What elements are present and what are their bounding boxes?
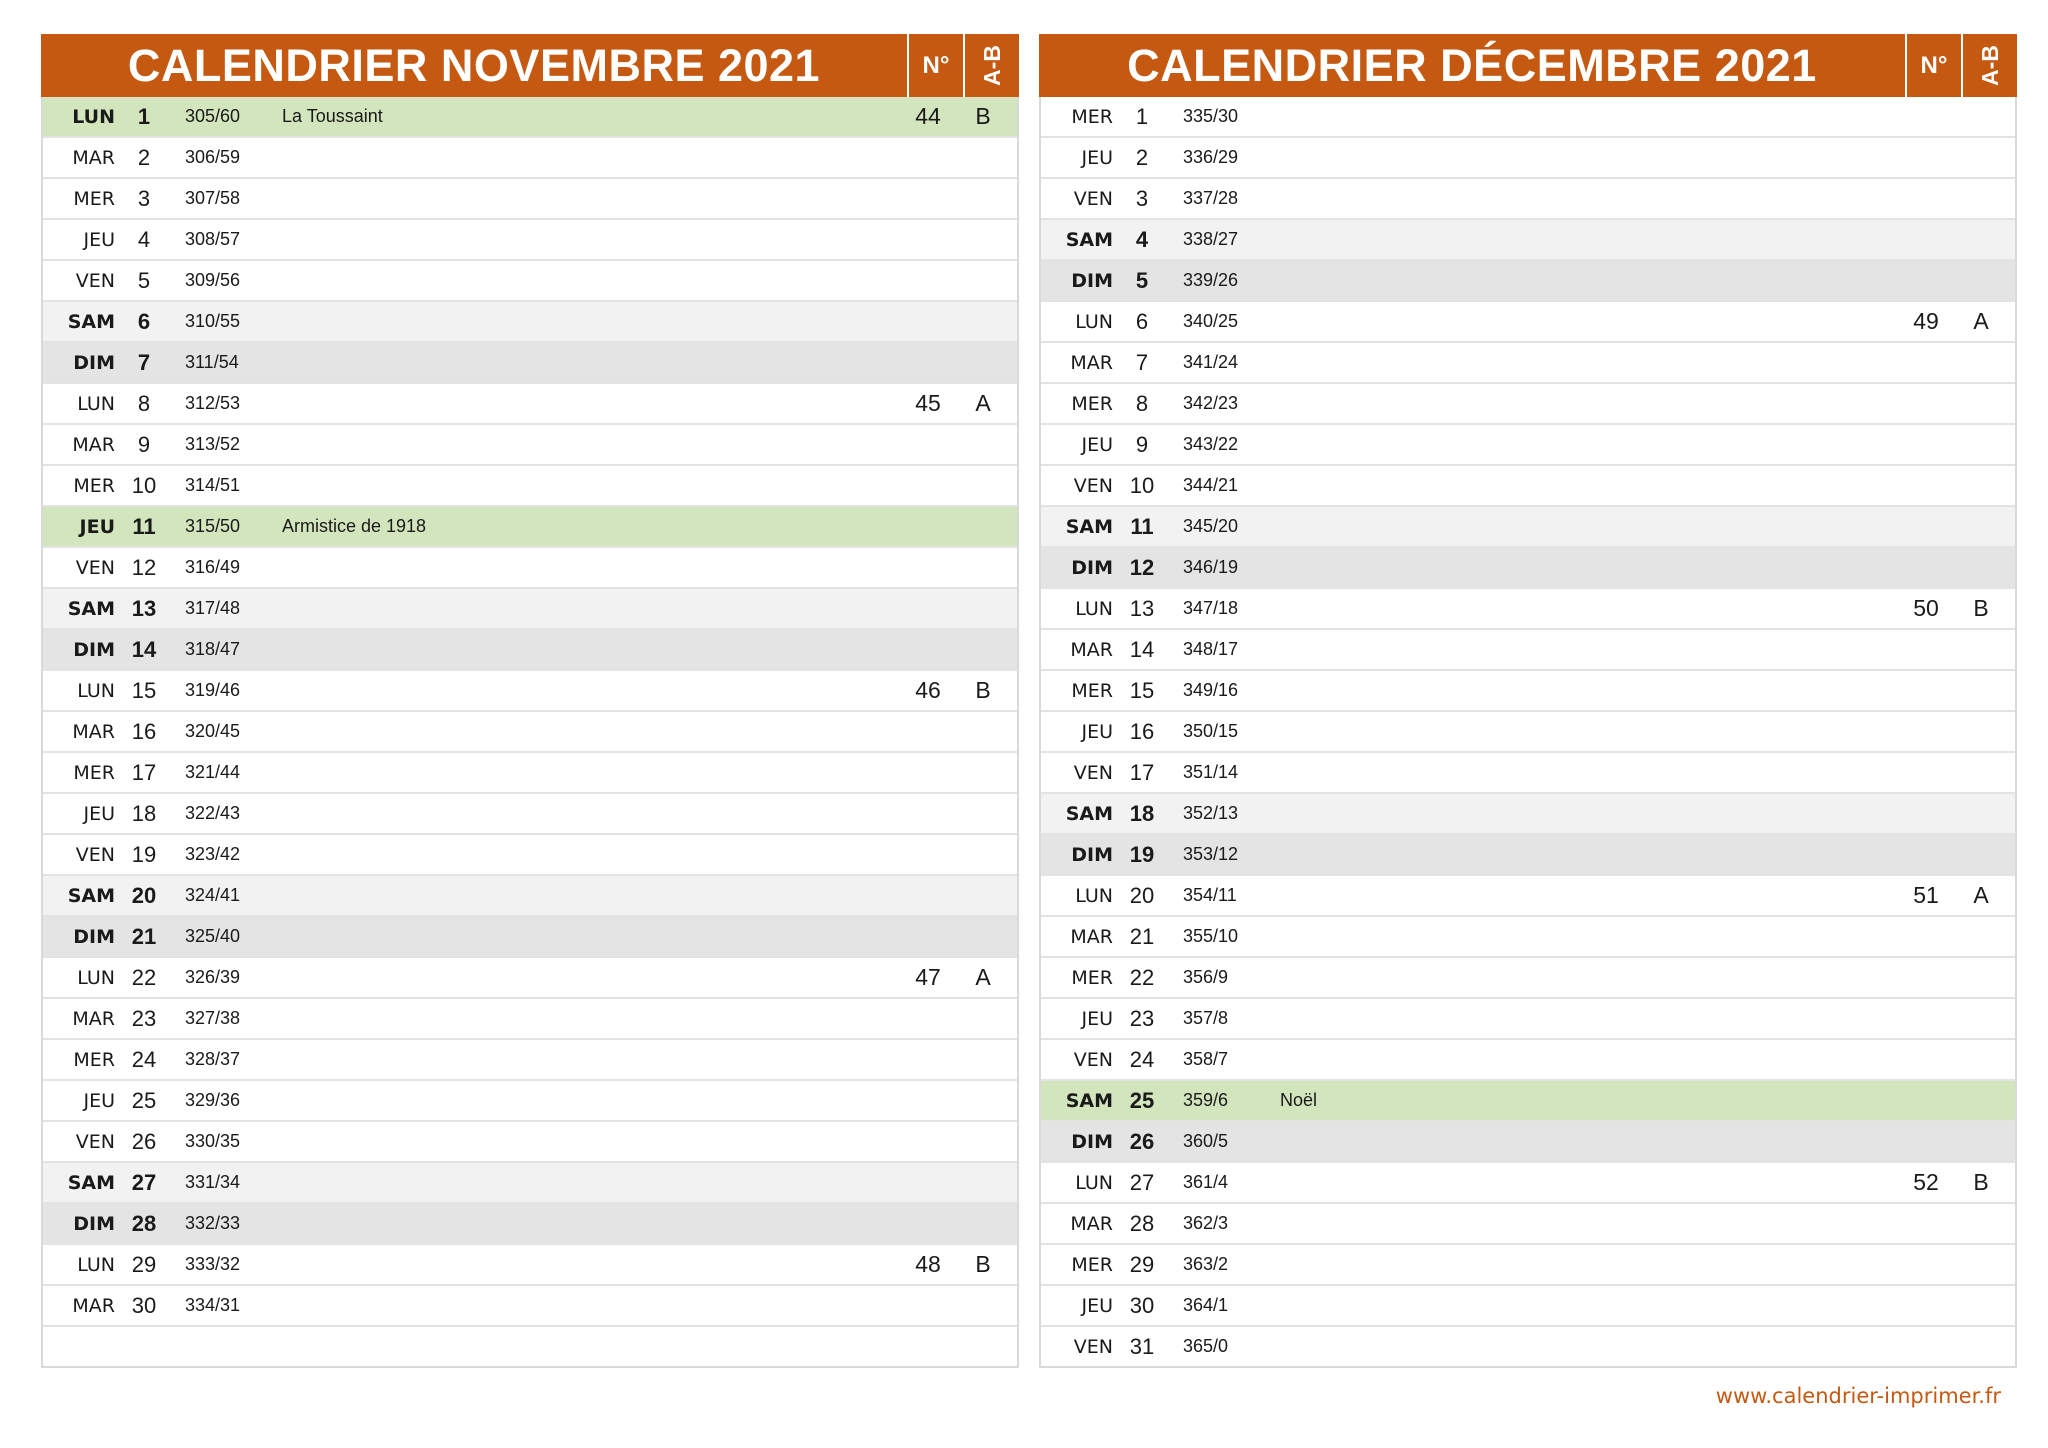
day-row — [1041, 587, 2015, 628]
week-number-header: N° — [1905, 34, 1961, 97]
day-row — [1041, 177, 2015, 218]
day-row — [43, 300, 1017, 341]
week-ab: B — [975, 677, 991, 703]
day-name: DIM — [73, 1212, 115, 1235]
day-of-year: 318/47 — [185, 639, 241, 659]
week-number: 45 — [915, 390, 941, 416]
day-of-year: 358/7 — [1183, 1049, 1229, 1069]
day-row — [1041, 874, 2015, 915]
day-number: 25 — [131, 1087, 157, 1113]
day-name: LUN — [1075, 597, 1113, 620]
day-number: 26 — [131, 1128, 157, 1154]
november-title: CALENDRIER NOVEMBRE 2021 — [127, 39, 821, 91]
day-row — [43, 546, 1017, 587]
day-name: DIM — [1071, 1130, 1113, 1153]
day-of-year: 346/19 — [1183, 557, 1239, 577]
day-name: DIM — [1071, 269, 1113, 292]
day-of-year: 340/25 — [1183, 311, 1239, 331]
day-name: LUN — [77, 966, 115, 989]
day-name: LUN — [1075, 1171, 1113, 1194]
day-name: MAR — [72, 1007, 115, 1030]
day-of-year: 328/37 — [185, 1049, 241, 1069]
day-name: SAM — [67, 310, 115, 333]
day-number: 8 — [1135, 390, 1149, 416]
day-row — [43, 956, 1017, 997]
event-label: La Toussaint — [282, 106, 383, 126]
day-number: 10 — [131, 472, 157, 498]
day-row — [1041, 792, 2015, 833]
day-number: 1 — [1135, 103, 1149, 129]
december-title: CALENDRIER DÉCEMBRE 2021 — [1127, 39, 1817, 91]
day-of-year: 343/22 — [1183, 434, 1239, 454]
day-name: LUN — [77, 679, 115, 702]
day-number: 14 — [1129, 636, 1155, 662]
day-of-year: 357/8 — [1183, 1008, 1229, 1028]
day-of-year: 308/57 — [185, 229, 241, 249]
day-of-year: 320/45 — [185, 721, 241, 741]
day-number: 17 — [1129, 759, 1155, 785]
day-row — [1041, 341, 2015, 382]
week-ab: B — [975, 1251, 991, 1277]
day-of-year: 327/38 — [185, 1008, 241, 1028]
day-row — [43, 915, 1017, 956]
day-of-year: 321/44 — [185, 762, 241, 782]
day-name: MAR — [1070, 1212, 1113, 1235]
week-ab: B — [1973, 1169, 1989, 1195]
day-of-year: 310/55 — [185, 311, 241, 331]
day-name: VEN — [1073, 761, 1113, 784]
day-of-year: 349/16 — [1183, 680, 1239, 700]
day-number: 1 — [137, 103, 151, 129]
week-number: 52 — [1913, 1169, 1939, 1195]
day-name: JEU — [1081, 433, 1113, 456]
day-number: 9 — [1135, 431, 1149, 457]
day-row — [43, 874, 1017, 915]
day-number: 22 — [131, 964, 157, 990]
day-of-year: 339/26 — [1183, 270, 1239, 290]
day-row — [43, 669, 1017, 710]
day-row — [1041, 1325, 2015, 1366]
december-rows — [1039, 97, 2017, 1368]
november-calendar — [41, 34, 1019, 1368]
day-of-year: 365/0 — [1183, 1336, 1229, 1356]
day-row — [1041, 382, 2015, 423]
day-number: 19 — [1129, 841, 1155, 867]
day-row — [1041, 136, 2015, 177]
day-row — [1041, 1284, 2015, 1325]
day-number: 29 — [131, 1251, 157, 1277]
day-number: 31 — [1129, 1333, 1155, 1359]
day-of-year: 319/46 — [185, 680, 241, 700]
day-of-year: 325/40 — [185, 926, 241, 946]
day-name: SAM — [1065, 802, 1113, 825]
day-of-year: 336/29 — [1183, 147, 1239, 167]
day-name: JEU — [1081, 146, 1113, 169]
week-ab: B — [1973, 595, 1989, 621]
day-of-year: 305/60 — [185, 106, 241, 126]
day-of-year: 323/42 — [185, 844, 241, 864]
day-row — [43, 382, 1017, 423]
day-number: 20 — [1129, 882, 1155, 908]
day-number: 27 — [131, 1169, 157, 1195]
day-row — [43, 136, 1017, 177]
week-ab: A — [1973, 882, 1989, 908]
day-of-year: 337/28 — [1183, 188, 1239, 208]
day-of-year: 316/49 — [185, 557, 241, 577]
day-of-year: 306/59 — [185, 147, 241, 167]
day-of-year: 345/20 — [1183, 516, 1239, 536]
day-name: SAM — [67, 884, 115, 907]
day-row — [43, 792, 1017, 833]
day-number: 24 — [1129, 1046, 1155, 1072]
day-number: 13 — [1129, 595, 1155, 621]
day-number: 12 — [1129, 554, 1155, 580]
day-of-year: 335/30 — [1183, 106, 1239, 126]
day-of-year: 312/53 — [185, 393, 241, 413]
day-row — [43, 833, 1017, 874]
day-row — [1041, 751, 2015, 792]
week-ab: A — [975, 390, 991, 416]
day-name: DIM — [1071, 843, 1113, 866]
event-label: Noël — [1280, 1090, 1318, 1110]
day-row — [43, 1161, 1017, 1202]
day-name: DIM — [1071, 556, 1113, 579]
day-of-year: 342/23 — [1183, 393, 1239, 413]
day-name: MAR — [72, 146, 115, 169]
day-number: 10 — [1129, 472, 1155, 498]
day-number: 7 — [137, 349, 151, 375]
day-name: MAR — [72, 1294, 115, 1317]
day-row — [1041, 1079, 2015, 1120]
day-row — [1041, 423, 2015, 464]
day-of-year: 341/24 — [1183, 352, 1239, 372]
day-of-year: 314/51 — [185, 475, 241, 495]
day-name: LUN — [77, 392, 115, 415]
day-name: LUN — [1075, 884, 1113, 907]
day-number: 17 — [131, 759, 157, 785]
day-row — [43, 423, 1017, 464]
week-number: 49 — [1913, 308, 1939, 334]
day-number: 30 — [131, 1292, 157, 1318]
day-row — [43, 341, 1017, 382]
day-number: 23 — [1129, 1005, 1155, 1031]
day-row — [43, 464, 1017, 505]
day-name: DIM — [73, 638, 115, 661]
day-name: JEU — [1081, 1294, 1113, 1317]
day-row — [1041, 1202, 2015, 1243]
day-row — [1041, 1243, 2015, 1284]
day-number: 7 — [1135, 349, 1149, 375]
day-row — [43, 97, 1017, 136]
day-row — [1041, 259, 2015, 300]
day-name: VEN — [75, 556, 115, 579]
day-name: LUN — [1075, 310, 1113, 333]
day-name: VEN — [75, 1130, 115, 1153]
day-name: JEU — [83, 1089, 115, 1112]
day-row — [43, 218, 1017, 259]
week-ab: A — [1973, 308, 1989, 334]
week-number: 47 — [915, 964, 941, 990]
day-name: MAR — [72, 433, 115, 456]
day-row — [1041, 546, 2015, 587]
day-of-year: 350/15 — [1183, 721, 1239, 741]
day-row — [1041, 97, 2015, 136]
day-of-year: 332/33 — [185, 1213, 241, 1233]
day-row — [1041, 669, 2015, 710]
day-number: 4 — [1135, 226, 1149, 252]
day-name: MAR — [72, 720, 115, 743]
day-name: LUN — [77, 1253, 115, 1276]
day-of-year: 326/39 — [185, 967, 241, 987]
day-of-year: 356/9 — [1183, 967, 1229, 987]
day-row — [1041, 300, 2015, 341]
day-row — [43, 751, 1017, 792]
day-number: 3 — [137, 185, 151, 211]
day-row — [43, 1120, 1017, 1161]
december-header — [1039, 34, 2017, 97]
day-of-year: 362/3 — [1183, 1213, 1229, 1233]
day-name: VEN — [1073, 1048, 1113, 1071]
day-row — [43, 997, 1017, 1038]
day-number: 20 — [131, 882, 157, 908]
day-name: MER — [1071, 392, 1113, 415]
day-number: 12 — [131, 554, 157, 580]
day-row — [43, 1038, 1017, 1079]
day-of-year: 347/18 — [1183, 598, 1239, 618]
week-ab-header: A-B — [1961, 34, 2017, 97]
week-ab: B — [975, 103, 991, 129]
day-name: SAM — [1065, 515, 1113, 538]
day-name: JEU — [1081, 720, 1113, 743]
day-of-year: 307/58 — [185, 188, 241, 208]
day-of-year: 355/10 — [1183, 926, 1239, 946]
day-name: JEU — [1081, 1007, 1113, 1030]
day-of-year: 363/2 — [1183, 1254, 1229, 1274]
day-number: 15 — [131, 677, 157, 703]
week-ab: A — [975, 964, 991, 990]
day-number: 29 — [1129, 1251, 1155, 1277]
day-of-year: 351/14 — [1183, 762, 1239, 782]
day-name: DIM — [73, 925, 115, 948]
day-number: 3 — [1135, 185, 1149, 211]
day-number: 18 — [1129, 800, 1155, 826]
day-number: 28 — [131, 1210, 157, 1236]
day-of-year: 334/31 — [185, 1295, 241, 1315]
week-number: 51 — [1913, 882, 1939, 908]
november-rows — [41, 97, 1019, 1368]
day-name: DIM — [73, 351, 115, 374]
day-number: 2 — [137, 144, 151, 170]
day-row — [1041, 956, 2015, 997]
day-of-year: 354/11 — [1183, 885, 1237, 905]
day-number: 15 — [1129, 677, 1155, 703]
day-of-year: 364/1 — [1183, 1295, 1229, 1315]
day-number: 16 — [131, 718, 157, 744]
day-number: 4 — [137, 226, 151, 252]
day-row — [1041, 997, 2015, 1038]
day-row — [43, 1284, 1017, 1325]
day-name: JEU — [83, 228, 115, 251]
day-of-year: 344/21 — [1183, 475, 1239, 495]
day-of-year: 353/12 — [1183, 844, 1239, 864]
day-row — [1041, 464, 2015, 505]
day-name: VEN — [1073, 474, 1113, 497]
day-name: JEU — [83, 802, 115, 825]
day-row — [43, 1243, 1017, 1284]
day-of-year: 338/27 — [1183, 229, 1239, 249]
day-name: MER — [73, 1048, 115, 1071]
day-row — [43, 505, 1017, 546]
event-label: Armistice de 1918 — [282, 516, 427, 536]
day-of-year: 322/43 — [185, 803, 241, 823]
day-number: 5 — [1135, 267, 1149, 293]
day-of-year: 309/56 — [185, 270, 241, 290]
day-number: 24 — [131, 1046, 157, 1072]
day-row — [1041, 218, 2015, 259]
day-row — [1041, 628, 2015, 669]
website-footer[interactable]: www.calendrier-imprimer.fr — [1715, 1384, 2001, 1408]
day-number: 21 — [131, 923, 157, 949]
day-name: MER — [73, 761, 115, 784]
day-name: MER — [73, 474, 115, 497]
day-name: SAM — [67, 597, 115, 620]
day-number: 14 — [131, 636, 157, 662]
day-number: 26 — [1129, 1128, 1155, 1154]
week-number: 44 — [915, 103, 941, 129]
day-row — [43, 1202, 1017, 1243]
week-ab-header: A-B — [963, 34, 1019, 97]
day-number: 8 — [137, 390, 151, 416]
day-number: 28 — [1129, 1210, 1155, 1236]
day-name: MER — [1071, 679, 1113, 702]
day-name: MER — [1071, 105, 1113, 128]
day-row — [1041, 833, 2015, 874]
day-name: VEN — [1073, 1335, 1113, 1358]
day-name: VEN — [75, 843, 115, 866]
day-number: 19 — [131, 841, 157, 867]
day-number: 21 — [1129, 923, 1155, 949]
day-number: 9 — [137, 431, 151, 457]
day-of-year: 329/36 — [185, 1090, 241, 1110]
week-number: 46 — [915, 677, 941, 703]
day-name: VEN — [1073, 187, 1113, 210]
day-row — [43, 587, 1017, 628]
day-number: 27 — [1129, 1169, 1155, 1195]
day-of-year: 324/41 — [185, 885, 241, 905]
day-name: SAM — [1065, 228, 1113, 251]
day-of-year: 331/34 — [185, 1172, 241, 1192]
day-number: 6 — [137, 308, 151, 334]
day-of-year: 333/32 — [185, 1254, 241, 1274]
day-number: 6 — [1135, 308, 1149, 334]
day-number: 11 — [1130, 513, 1154, 539]
day-number: 11 — [132, 513, 156, 539]
day-row — [43, 259, 1017, 300]
day-number: 22 — [1129, 964, 1155, 990]
day-name: LUN — [72, 105, 115, 128]
day-row — [1041, 505, 2015, 546]
day-name: VEN — [75, 269, 115, 292]
day-of-year: 361/4 — [1183, 1172, 1229, 1192]
day-name: MER — [1071, 966, 1113, 989]
day-row — [43, 628, 1017, 669]
day-name: MAR — [1070, 638, 1113, 661]
week-number: 48 — [915, 1251, 941, 1277]
day-number: 25 — [1129, 1087, 1155, 1113]
day-name: MER — [1071, 1253, 1113, 1276]
day-number: 2 — [1135, 144, 1149, 170]
day-of-year: 359/6 — [1183, 1090, 1229, 1110]
day-row — [1041, 1120, 2015, 1161]
week-number: 50 — [1913, 595, 1939, 621]
day-number: 13 — [131, 595, 157, 621]
day-of-year: 311/54 — [185, 352, 239, 372]
day-of-year: 330/35 — [185, 1131, 241, 1151]
day-of-year: 360/5 — [1183, 1131, 1229, 1151]
day-name: JEU — [79, 515, 115, 538]
day-name: MER — [73, 187, 115, 210]
day-name: SAM — [67, 1171, 115, 1194]
november-header — [41, 34, 1019, 97]
day-row — [1041, 1038, 2015, 1079]
day-row — [1041, 915, 2015, 956]
day-of-year: 313/52 — [185, 434, 241, 454]
day-row — [1041, 710, 2015, 751]
day-number: 30 — [1129, 1292, 1155, 1318]
day-number: 18 — [131, 800, 157, 826]
day-number: 23 — [131, 1005, 157, 1031]
day-name: MAR — [1070, 925, 1113, 948]
day-of-year: 315/50 — [185, 516, 241, 536]
day-row — [43, 710, 1017, 751]
day-of-year: 317/48 — [185, 598, 241, 618]
day-row — [1041, 1161, 2015, 1202]
day-number: 5 — [137, 267, 151, 293]
day-row — [43, 177, 1017, 218]
day-name: MAR — [1070, 351, 1113, 374]
december-calendar — [1039, 34, 2017, 1368]
day-name: SAM — [1065, 1089, 1113, 1112]
week-number-header: N° — [907, 34, 963, 97]
day-row — [43, 1079, 1017, 1120]
day-number: 16 — [1129, 718, 1155, 744]
day-of-year: 352/13 — [1183, 803, 1239, 823]
day-of-year: 348/17 — [1183, 639, 1239, 659]
day-row — [43, 1325, 1017, 1366]
